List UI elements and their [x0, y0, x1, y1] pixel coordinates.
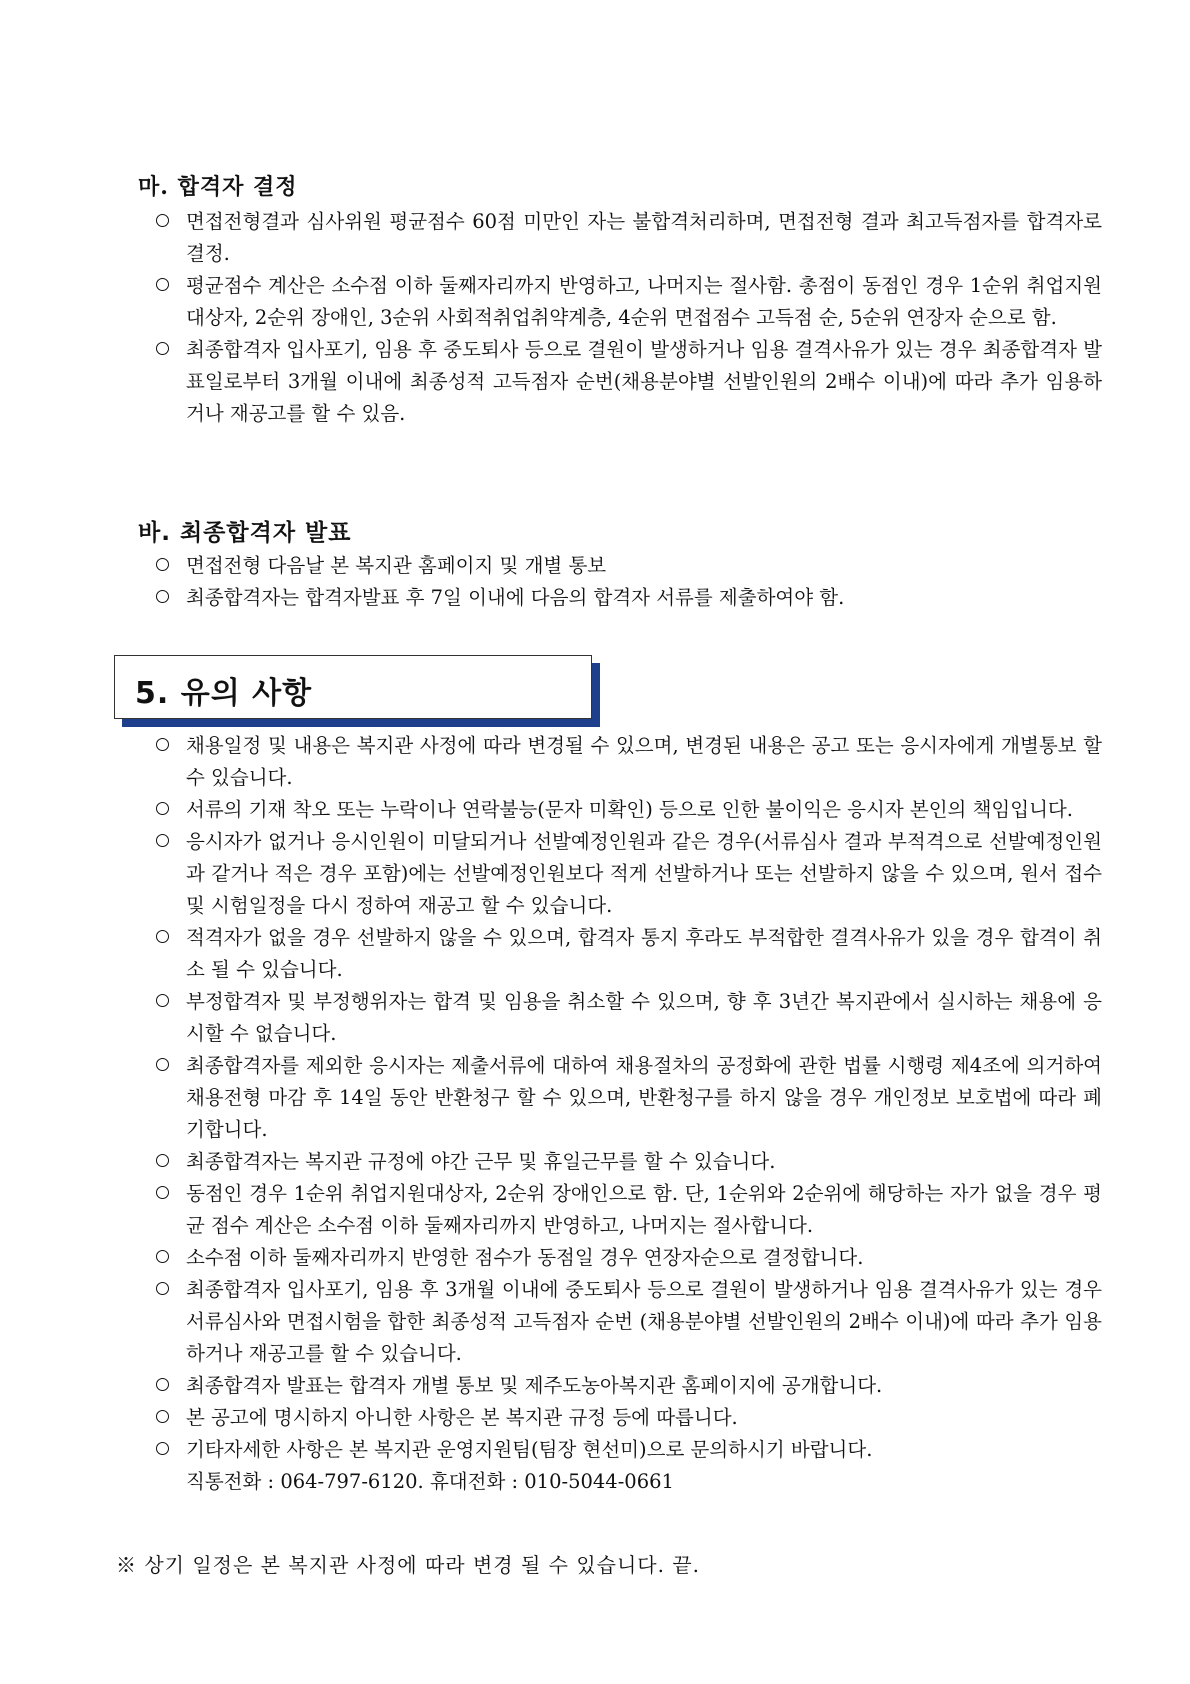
decision-list: [156, 206, 1102, 430]
circle-bullet-icon: [156, 558, 169, 571]
circle-bullet-icon: [156, 994, 169, 1007]
list-item: 소수점 이하 둘째자리까지 반영한 점수가 동점일 경우 연장자순으로 결정합니다.: [156, 1242, 1102, 1274]
list-item: 최종합격자 입사포기, 임용 후 중도퇴사 등으로 결원이 발생하거나 임용 결격사유가 있는 경우 최종합격자 발표일로부터 3개월 이내에 최종성적 고득점자 순번(채용분야별 선발인원의 2배수 이내)에 따라 추가 임용하거나 재공고를 할 수 있음.: [156, 334, 1102, 430]
contact-line: 직통전화 : 064-797-6120. 휴대전화 : 010-5044-0661: [186, 1470, 674, 1493]
section-heading-decision: 마. 합격자 결정: [138, 174, 298, 200]
circle-bullet-icon: [156, 1250, 169, 1263]
circle-bullet-icon: [156, 1058, 169, 1071]
list-item: 최종합격자 입사포기, 임용 후 3개월 이내에 중도퇴사 등으로 결원이 발생하거나 임용 결격사유가 있는 경우 서류심사와 면접시험을 합한 최종성적 고득점자 순번 (채용분야별 선발인원의 2배수 이내)에 따라 추가 임용하거나 재공고를 할 수 있습니다.: [156, 1274, 1102, 1370]
list-item: 평균점수 계산은 소수점 이하 둘째자리까지 반영하고, 나머지는 절사함. 총점이 동점인 경우 1순위 취업지원대상자, 2순위 장애인, 3순위 사회적취업취약계층, 4순위 면접점수 고득점 순, 5순위 연장자 순으로 함.: [156, 270, 1102, 334]
circle-bullet-icon: [156, 214, 169, 227]
notes-list: [156, 730, 1102, 1498]
list-item: 채용일정 및 내용은 복지관 사정에 따라 변경될 수 있으며, 변경된 내용은 공고 또는 응시자에게 개별통보 할 수 있습니다.: [156, 730, 1102, 794]
circle-bullet-icon: [156, 1154, 169, 1167]
circle-bullet-icon: [156, 1378, 169, 1391]
circle-bullet-icon: [156, 1186, 169, 1199]
circle-bullet-icon: [156, 930, 169, 943]
list-item: 기타자세한 사항은 본 복지관 운영지원팀(팀장 현선미)으로 문의하시기 바랍니다. 직통전화 : 064-797-6120. 휴대전화 : 010-5044-0661: [156, 1434, 1102, 1498]
list-item: 최종합격자 발표는 합격자 개별 통보 및 제주도농아복지관 홈페이지에 공개합니다.: [156, 1370, 1102, 1402]
circle-bullet-icon: [156, 278, 169, 291]
footer-note: ※ 상기 일정은 본 복지관 사정에 따라 변경 될 수 있습니다. 끝.: [116, 1553, 701, 1577]
circle-bullet-icon: [156, 1282, 169, 1295]
circle-bullet-icon: [156, 834, 169, 847]
list-item: 본 공고에 명시하지 아니한 사항은 본 복지관 규정 등에 따릅니다.: [156, 1402, 1102, 1434]
circle-bullet-icon: [156, 738, 169, 751]
list-item: 최종합격자를 제외한 응시자는 제출서류에 대하여 채용절차의 공정화에 관한 법률 시행령 제4조에 의거하여 채용전형 마감 후 14일 동안 반환청구 할 수 있으며, 반환청구를 하지 않을 경우 개인정보 보호법에 따라 폐기합니다.: [156, 1050, 1102, 1146]
list-item: 최종합격자는 합격자발표 후 7일 이내에 다음의 합격자 서류를 제출하여야 함.: [156, 582, 1102, 614]
section-heading-notes: 5. 유의 사항: [135, 676, 313, 711]
list-item: 동점인 경우 1순위 취업지원대상자, 2순위 장애인으로 함. 단, 1순위와 2순위에 해당하는 자가 없을 경우 평균 점수 계산은 소수점 이하 둘째자리까지 반영하고, 나머지는 절사합니다.: [156, 1178, 1102, 1242]
section-heading-announcement: 바. 최종합격자 발표: [138, 520, 352, 546]
list-item: 응시자가 없거나 응시인원이 미달되거나 선발예정인원과 같은 경우(서류심사 결과 부적격으로 선발예정인원과 같거나 적은 경우 포함)에는 선발예정인원보다 적게 선발하거나 또는 선발하지 않을 수 있으며, 원서 접수 및 시험일정을 다시 정하여 재공고 할 수 있습니다.: [156, 826, 1102, 922]
circle-bullet-icon: [156, 802, 169, 815]
list-item: 부정합격자 및 부정행위자는 합격 및 임용을 취소할 수 있으며, 향 후 3년간 복지관에서 실시하는 채용에 응시할 수 없습니다.: [156, 986, 1102, 1050]
list-item: 서류의 기재 착오 또는 누락이나 연락불능(문자 미확인) 등으로 인한 불이익은 응시자 본인의 책임입니다.: [156, 794, 1102, 826]
list-item: 면접전형결과 심사위원 평균점수 60점 미만인 자는 불합격처리하며, 면접전형 결과 최고득점자를 합격자로 결정.: [156, 206, 1102, 270]
list-item: 면접전형 다음날 본 복지관 홈페이지 및 개별 통보: [156, 550, 1102, 582]
circle-bullet-icon: [156, 1442, 169, 1455]
circle-bullet-icon: [156, 1410, 169, 1423]
section-heading-box: [114, 655, 592, 719]
circle-bullet-icon: [156, 590, 169, 603]
list-item: 적격자가 없을 경우 선발하지 않을 수 있으며, 합격자 통지 후라도 부적합한 결격사유가 있을 경우 합격이 취소 될 수 있습니다.: [156, 922, 1102, 986]
list-item: 최종합격자는 복지관 규정에 야간 근무 및 휴일근무를 할 수 있습니다.: [156, 1146, 1102, 1178]
announcement-list: [156, 550, 1102, 614]
circle-bullet-icon: [156, 342, 169, 355]
